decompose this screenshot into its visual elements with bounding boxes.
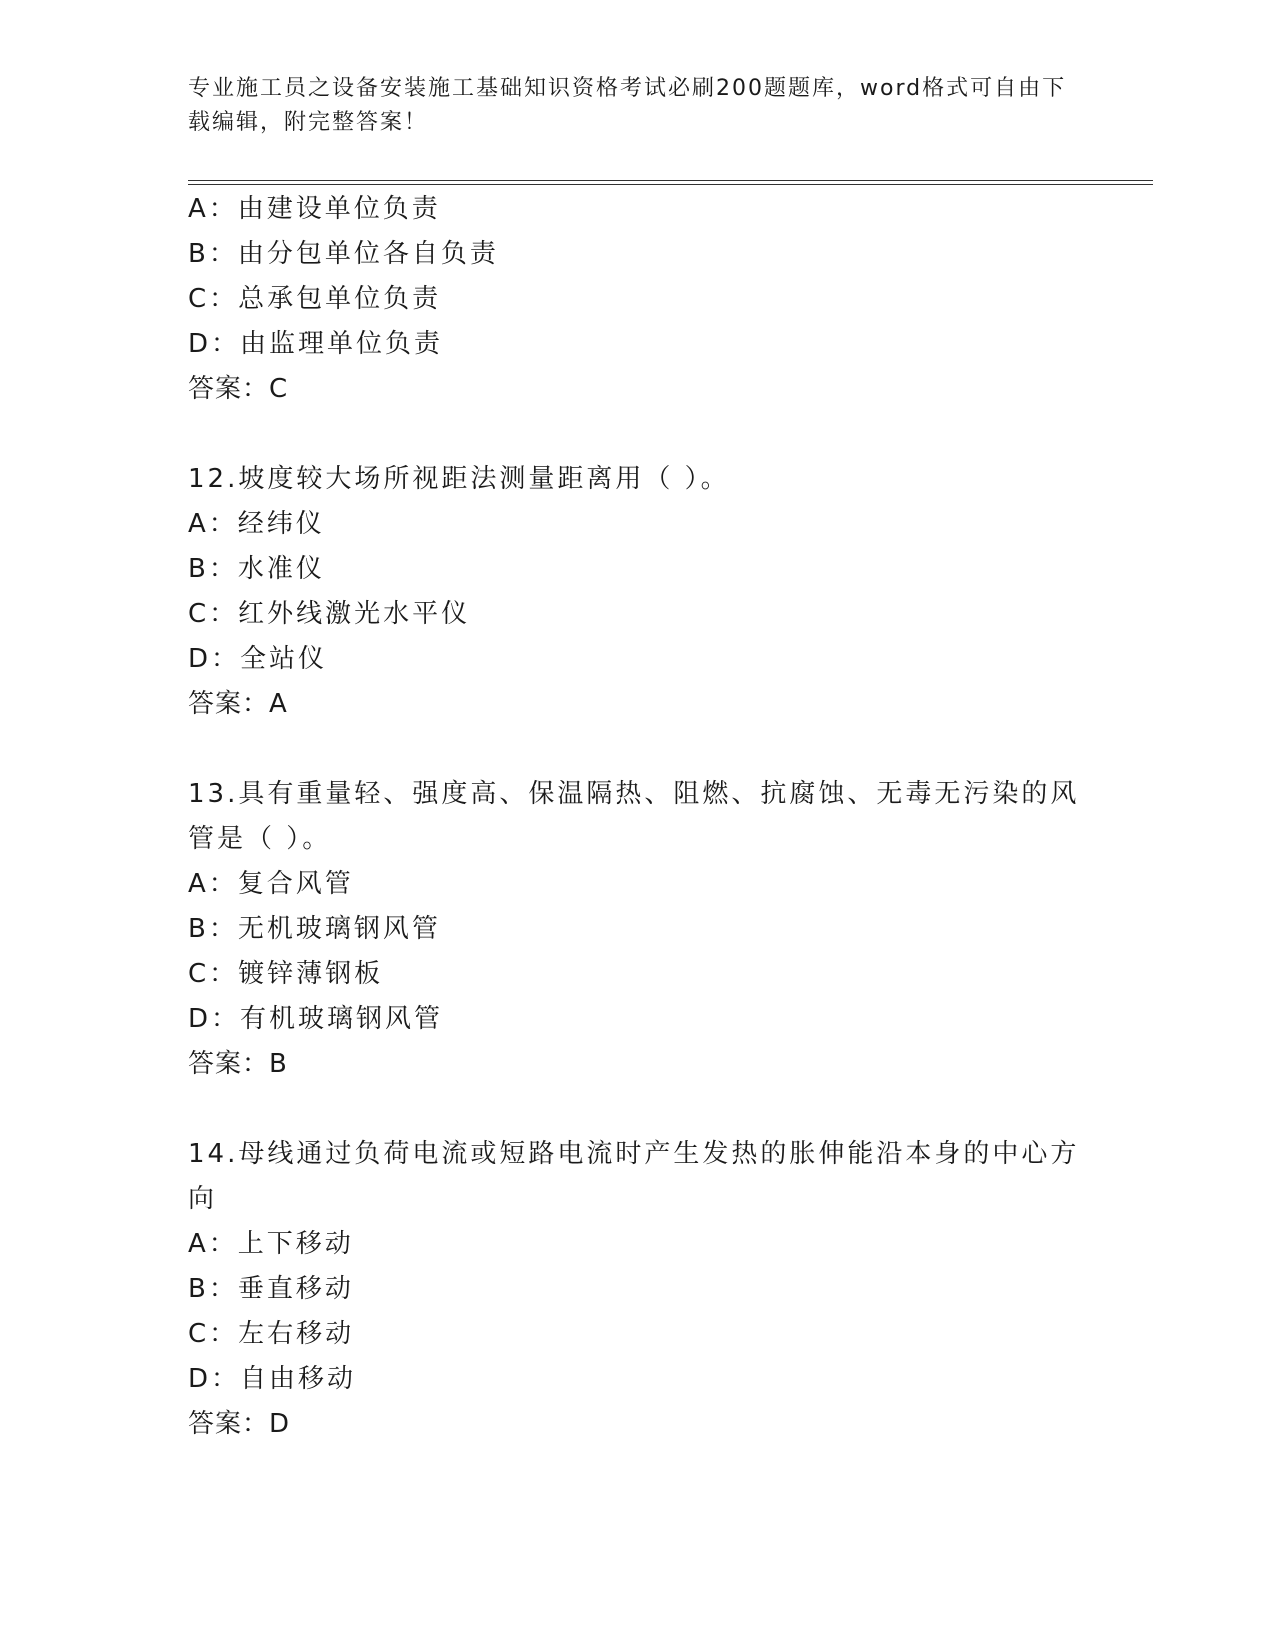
q13-option-c: C：镀锌薄钢板: [188, 959, 384, 989]
q13-answer: 答案：B: [188, 1049, 288, 1079]
q12-option-a: A：经纬仪: [188, 509, 325, 539]
q14-stem-line-1: 14.母线通过负荷电流或短路电流时产生发热的胀伸能沿本身的中心方: [188, 1139, 1080, 1169]
header-divider-bottom: [188, 184, 1153, 185]
q14-option-b: B：垂直移动: [188, 1274, 354, 1304]
q14-option-c: C：左右移动: [188, 1319, 355, 1349]
header-divider-top: [188, 180, 1153, 181]
q14-option-d: D：自由移动: [188, 1364, 357, 1394]
q12-option-b: B：水准仪: [188, 554, 325, 584]
q11-option-d: D：由监理单位负责: [188, 329, 444, 359]
q11-option-a: A：由建设单位负责: [188, 194, 441, 224]
q13-stem-line-1: 13.具有重量轻、强度高、保温隔热、阻燃、抗腐蚀、无毒无污染的风: [188, 779, 1080, 809]
q13-option-a: A：复合风管: [188, 869, 354, 899]
q11-option-b: B：由分包单位各自负责: [188, 239, 499, 269]
q13-stem-line-2: 管是（ ）。: [188, 824, 332, 854]
q14-option-a: A：上下移动: [188, 1229, 354, 1259]
q12-answer: 答案：A: [188, 689, 288, 719]
q12-option-d: D：全站仪: [188, 644, 328, 674]
q12-option-c: C：红外线激光水平仪: [188, 599, 471, 629]
q13-option-b: B：无机玻璃钢风管: [188, 914, 441, 944]
q11-answer: 答案：C: [188, 374, 289, 404]
q13-option-d: D：有机玻璃钢风管: [188, 1004, 444, 1034]
q14-answer: 答案：D: [188, 1409, 291, 1439]
document-header: 专业施工员之设备安装施工基础知识资格考试必刷200题题库，word格式可自由下载编辑，附完整答案！: [188, 76, 1067, 135]
q11-option-c: C：总承包单位负责: [188, 284, 442, 314]
q14-stem-line-2: 向: [188, 1184, 218, 1214]
q12-stem: 12.坡度较大场所视距法测量距离用（ ）。: [188, 464, 730, 494]
